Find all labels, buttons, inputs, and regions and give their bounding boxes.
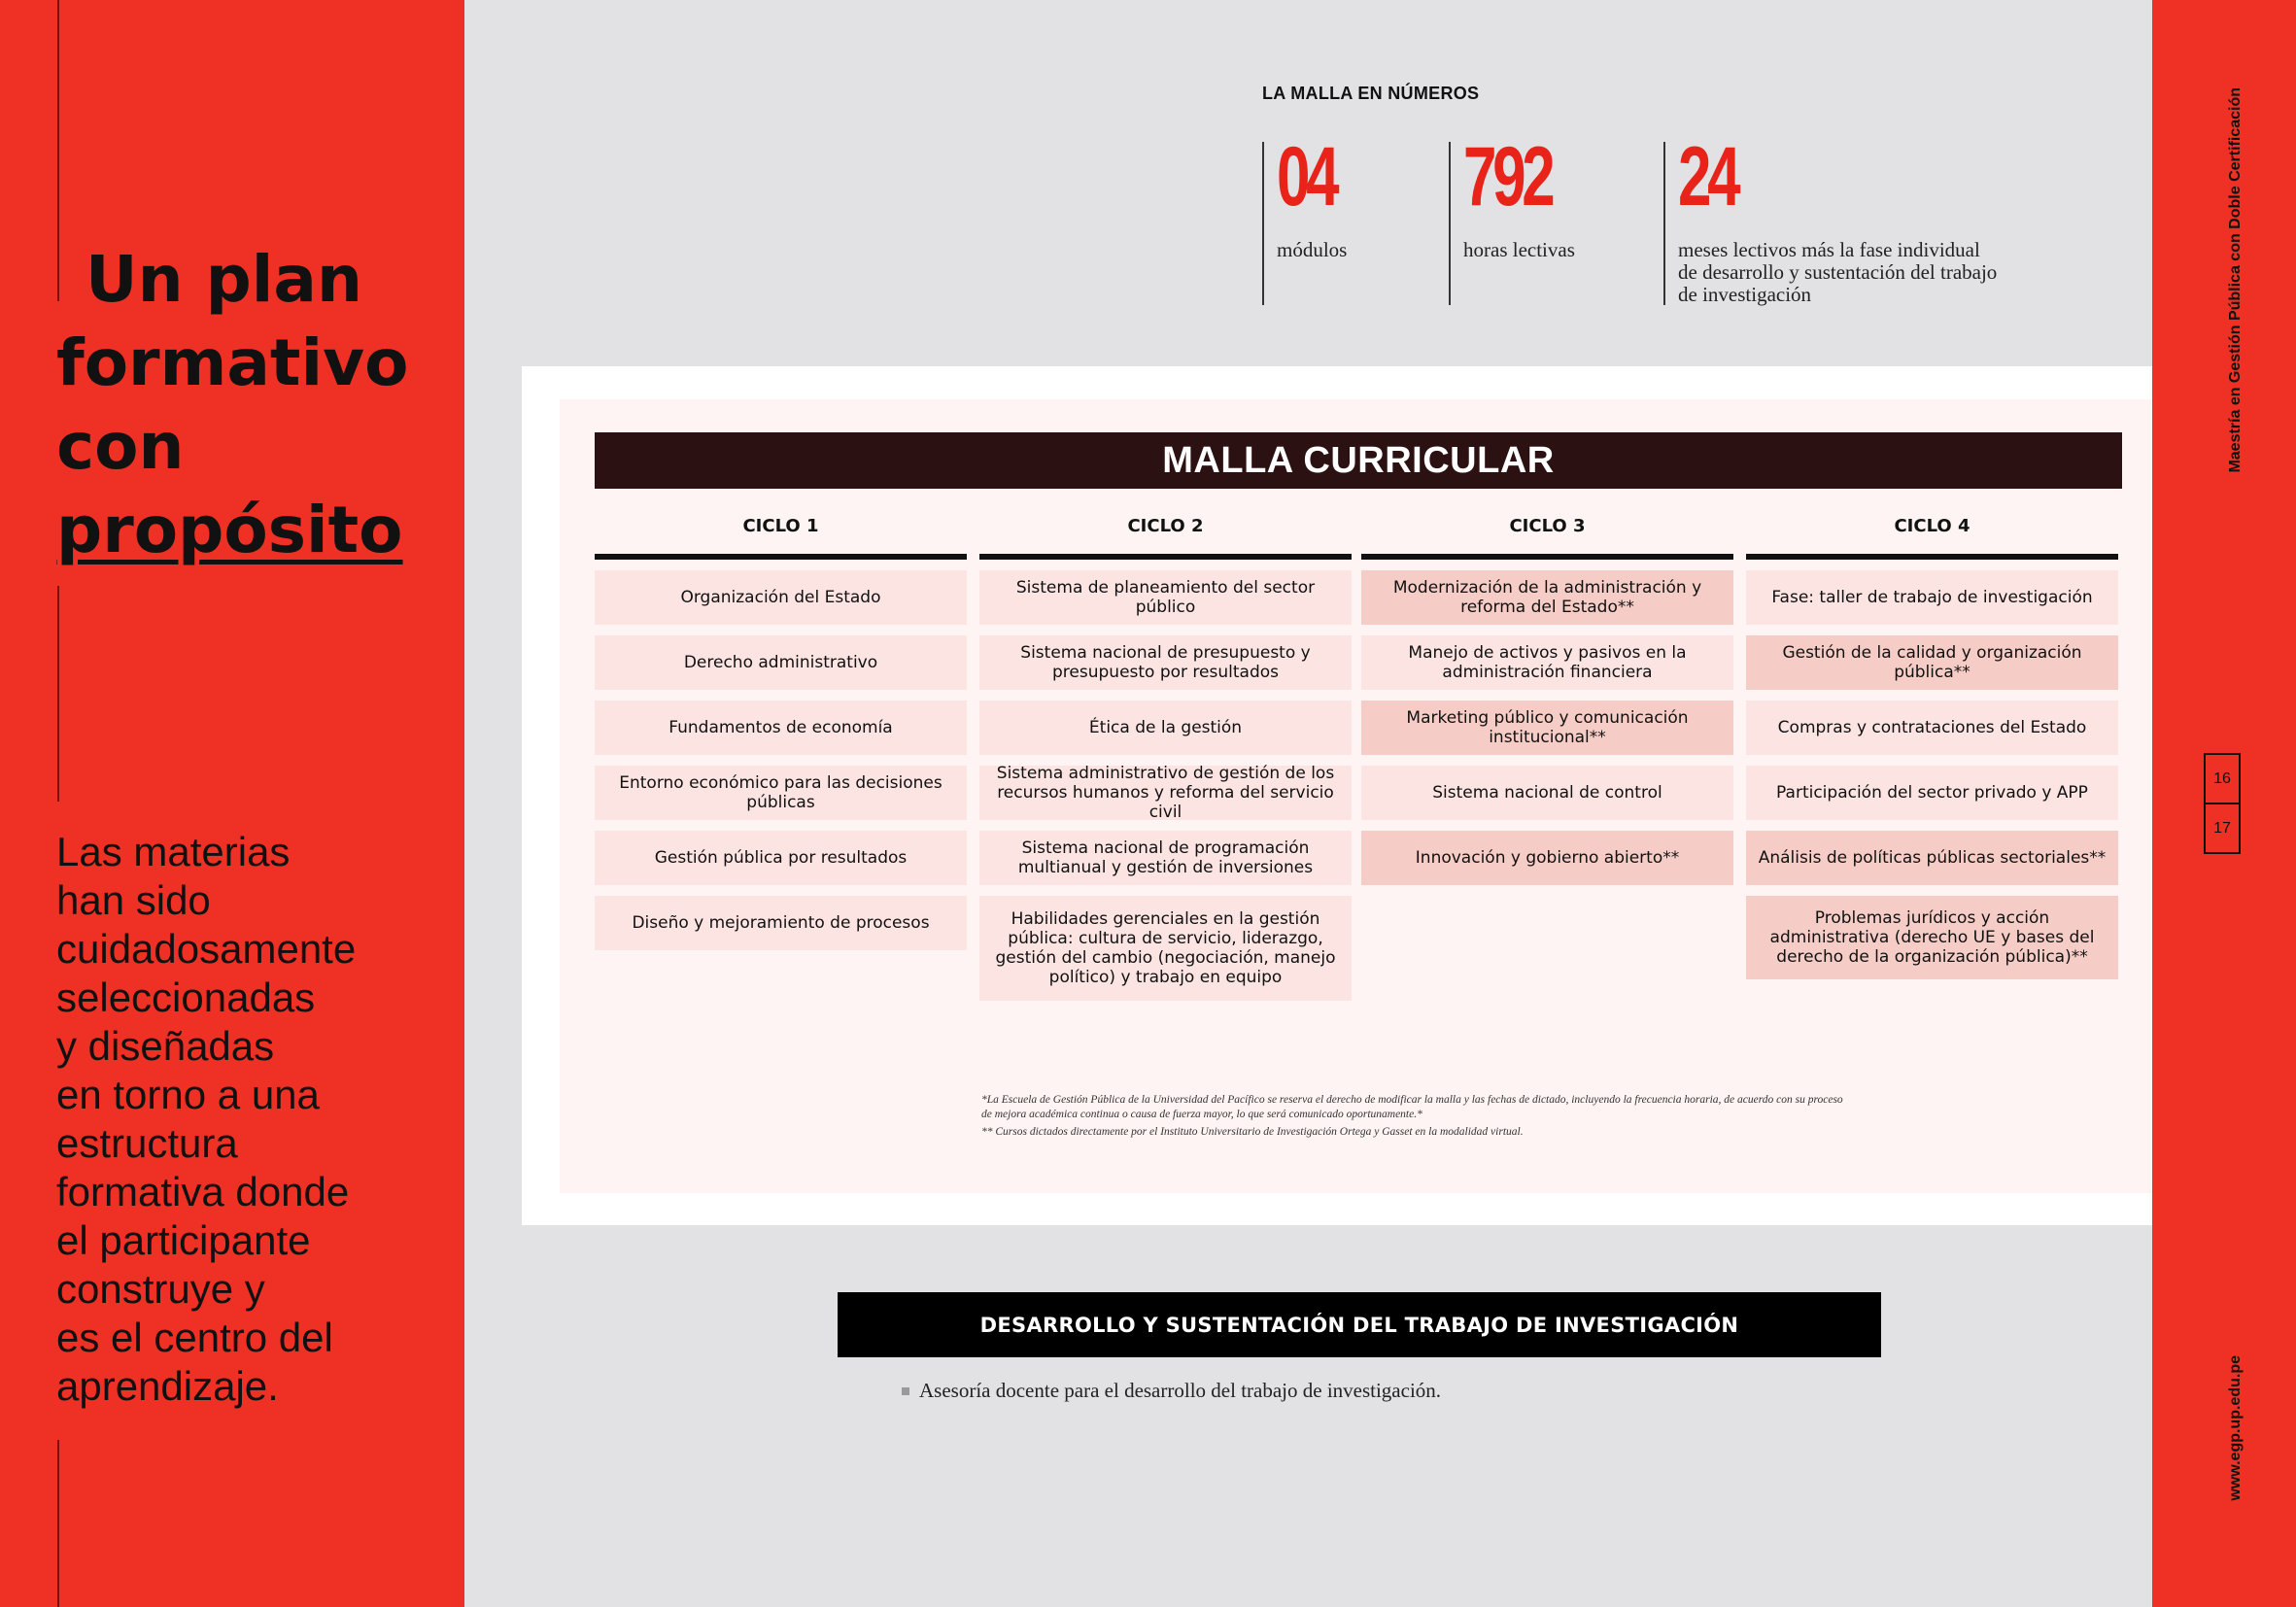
cycle-column (979, 505, 1352, 1001)
lead-line: estructura (56, 1120, 238, 1166)
stat-label-line: de desarrollo y sustentación del trabajo (1678, 260, 1998, 284)
lead-line: formativa donde (56, 1169, 350, 1214)
course-cell: Manejo de activos y pasivos en la administración financiera (1361, 635, 1733, 690)
stat-label-line: meses lectivos más la fase individual (1678, 238, 1980, 261)
course-cell: Sistema nacional de control (1361, 766, 1733, 820)
course-cell: Habilidades gerenciales en la gestión pública: cultura de servicio, liderazgo, gestión del cambio (negociación, manejo político) y trabajo en equipo (979, 896, 1352, 1001)
lead-line: han sido (56, 877, 211, 923)
left-divider-middle (57, 586, 59, 802)
course-cell: Modernización de la administración y reforma del Estado** (1361, 570, 1733, 625)
lead-line: aprendizaje. (56, 1363, 279, 1409)
course-cell: Fase: taller de trabajo de investigación (1746, 570, 2118, 625)
course-cell: Análisis de políticas públicas sectoriales** (1746, 831, 2118, 885)
course-cell: Compras y contrataciones del Estado (1746, 701, 2118, 755)
research-phase-item (902, 1379, 1441, 1403)
square-bullet-icon (902, 1387, 909, 1395)
course-cell: Organización del Estado (595, 570, 967, 625)
lead-line: es el centro del (56, 1315, 333, 1360)
footnotes (981, 1093, 1856, 1143)
research-phase-banner: DESARROLLO Y SUSTENTACIÓN DEL TRABAJO DE INVESTIGACIÓN (838, 1292, 1881, 1357)
page-number: 16 (2213, 769, 2231, 787)
stat-hours (1449, 130, 1638, 305)
lead-line: seleccionadas (56, 974, 316, 1020)
page-number: 17 (2206, 803, 2239, 852)
footnote: *La Escuela de Gestión Pública de la Universidad del Pacífico se reserva el derecho de modificar la malla y las fechas de dictado, incluyendo la frecuencia horaria, de acuerdo con su proceso de mejora académica continua o causa de fuerza mayor, lo que será comunicado oportunamente.* (981, 1094, 1843, 1120)
lead-line: Las materias (56, 829, 291, 874)
course-cell: Participación del sector privado y APP (1746, 766, 2118, 820)
course-cell: Gestión de la calidad y organización pública** (1746, 635, 2118, 690)
footnote: ** Cursos dictados directamente por el Instituto Universitario de Investigación Ortega y Gasset en la modalidad virtual. (981, 1126, 1524, 1138)
stat-months (1663, 130, 2067, 306)
page-title (56, 238, 445, 572)
course-cell: Gestión pública por resultados (595, 831, 967, 885)
cycle-header: CICLO 4 (1746, 505, 2118, 560)
stat-number: 04 (1277, 130, 1336, 223)
research-phase-item-text: Asesoría docente para el desarrollo del trabajo de investigación. (919, 1379, 1442, 1402)
lead-line: y diseñadas (56, 1023, 275, 1069)
course-cell: Ética de la gestión (979, 701, 1352, 755)
lead-line: cuidadosamente (56, 926, 357, 972)
lead-paragraph (56, 828, 445, 1411)
title-line: Un plan (86, 242, 362, 317)
title-line: con (56, 409, 185, 484)
course-cell: Innovación y gobierno abierto** (1361, 831, 1733, 885)
stat-label (1678, 239, 2067, 306)
lead-line: en torno a una (56, 1072, 320, 1117)
cycle-header: CICLO 2 (979, 505, 1352, 560)
cycle-column (595, 505, 967, 950)
stats-title: LA MALLA EN NÚMEROS (1262, 84, 1480, 103)
stat-label: horas lectivas (1463, 238, 1575, 261)
course-cell: Sistema administrativo de gestión de los recursos humanos y reforma del servicio civil (979, 766, 1352, 820)
course-cell: Entorno económico para las decisiones públicas (595, 766, 967, 820)
stat-modules (1262, 130, 1432, 305)
side-program-title: Maestría en Gestión Pública con Doble Certificación (2227, 87, 2244, 473)
course-cell: Derecho administrativo (595, 635, 967, 690)
website-link[interactable]: www.egp.up.edu.pe (2227, 1355, 2244, 1501)
lead-line: el participante (56, 1217, 311, 1263)
curriculum-title: MALLA CURRICULAR (595, 432, 2122, 489)
stat-label: módulos (1277, 238, 1348, 261)
cycle-column (1746, 505, 2118, 979)
title-line-underlined: propósito (56, 493, 403, 567)
course-cell: Diseño y mejoramiento de procesos (595, 896, 967, 950)
course-cell: Sistema de planeamiento del sector público (979, 570, 1352, 625)
stat-number: 24 (1678, 130, 1737, 223)
course-cell: Problemas jurídicos y acción administrativa (derecho UE y bases del derecho de la organización pública)** (1746, 896, 2118, 979)
stat-label-line: de investigación (1678, 283, 1812, 306)
page-numbers (2204, 753, 2241, 854)
left-divider-bottom (57, 1440, 59, 1607)
course-cell: Marketing público y comunicación institucional** (1361, 701, 1733, 755)
title-line: formativo (56, 325, 409, 400)
cycle-header: CICLO 1 (595, 505, 967, 560)
stat-number: 792 (1463, 130, 1552, 223)
course-cell: Fundamentos de economía (595, 701, 967, 755)
lead-line: construye y (56, 1266, 265, 1312)
cycle-header: CICLO 3 (1361, 505, 1733, 560)
cycle-column (1361, 505, 1733, 885)
course-cell: Sistema nacional de programación multianual y gestión de inversiones (979, 831, 1352, 885)
course-cell: Sistema nacional de presupuesto y presupuesto por resultados (979, 635, 1352, 690)
